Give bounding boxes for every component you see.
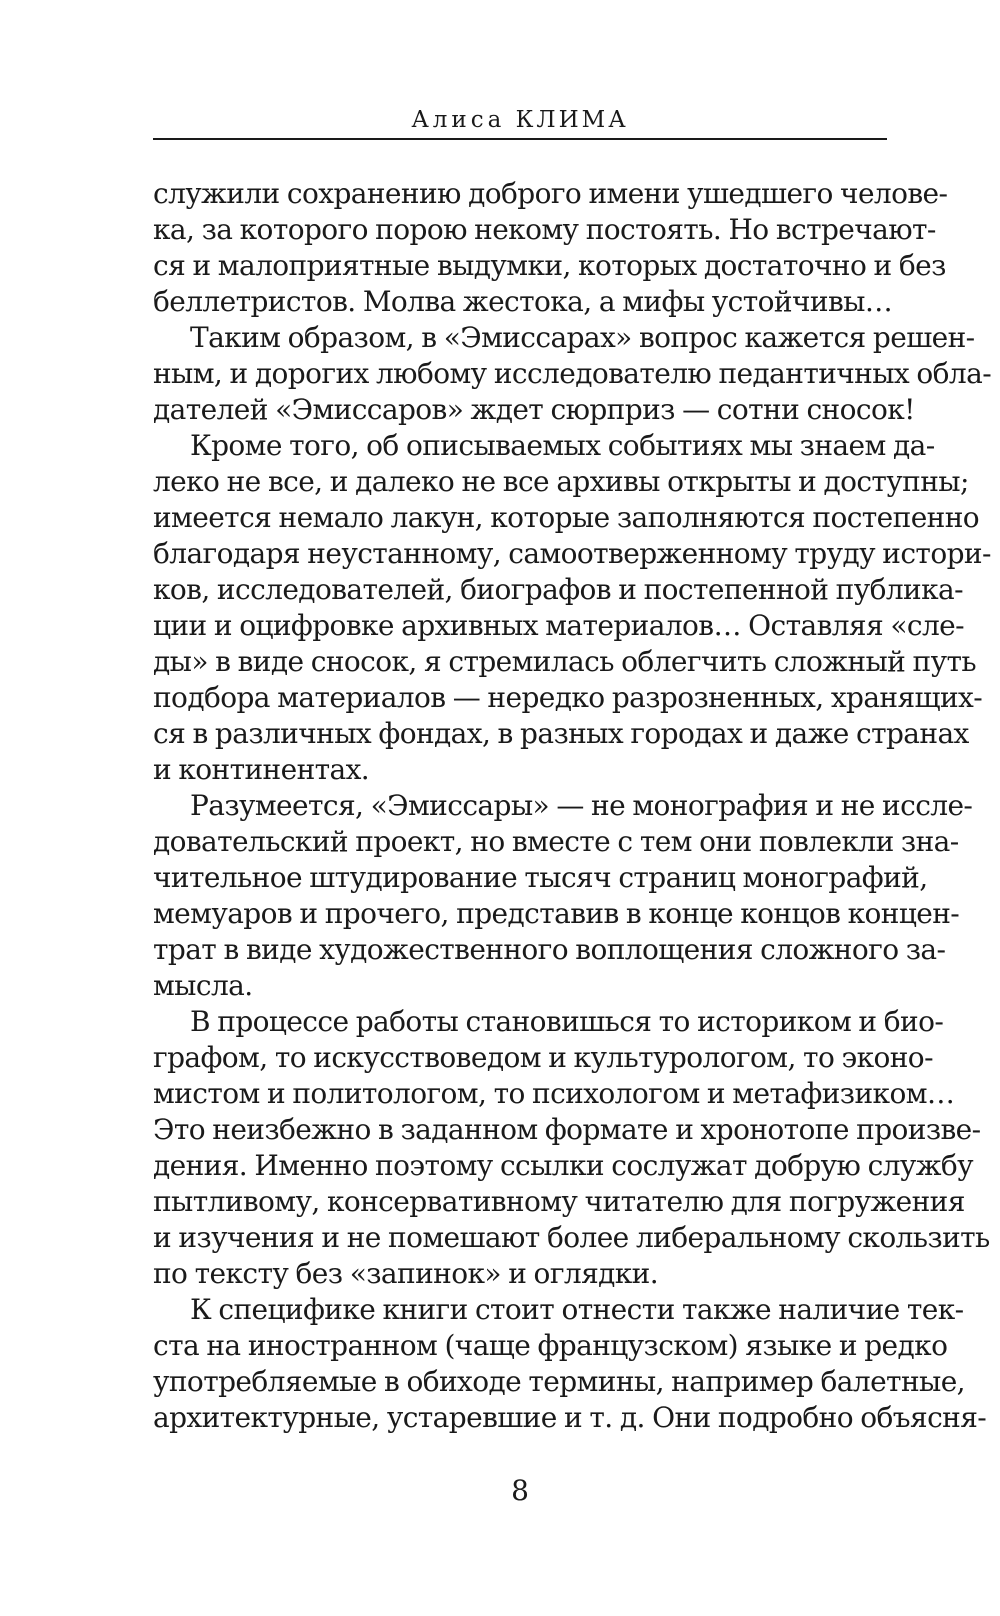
text-line: архитектурные, устаревшие и т. д. Они подробно объясня- — [153, 1401, 987, 1434]
text-line: трат в виде художественного воплощения сложного за- — [153, 933, 946, 966]
text-line: ка, за которого порою некому постоять. Но встречают- — [153, 213, 936, 246]
text-line: ков, исследователей, биографов и постепенной публика- — [153, 573, 963, 606]
text-line: беллетристов. Молва жестока, а мифы устойчивы… — [153, 285, 893, 318]
text-line: дения. Именно поэтому ссылки сослужат добрую службу — [153, 1149, 974, 1182]
author-first-name: Алиса — [411, 107, 506, 133]
text-line: мистом и политологом, то психологом и метафизиком… — [153, 1077, 955, 1110]
text-line: Кроме того, об описываемых событиях мы знаем да- — [190, 429, 935, 462]
running-head — [153, 106, 887, 134]
text-line: В процессе работы становишься то историком и био- — [190, 1005, 944, 1038]
text-line: служили сохранению доброго имени ушедшего челове- — [153, 177, 948, 210]
text-line: графом, то искусствоведом и культурологом, то эконо- — [153, 1041, 933, 1074]
text-line: Таким образом, в «Эмиссарах» вопрос кажется решен- — [190, 321, 975, 354]
text-line: употребляемые в обиходе термины, например балетные, — [153, 1365, 965, 1398]
body-text — [153, 176, 992, 1436]
text-line: леко не все, и далеко не все архивы открыты и доступны; — [153, 465, 969, 498]
text-line: ным, и дорогих любому исследователю педантичных обла- — [153, 357, 992, 390]
text-line: мемуаров и прочего, представив в конце концов концен- — [153, 897, 960, 930]
text-line: ции и оцифровке архивных материалов… Оставляя «сле- — [153, 609, 964, 642]
text-line: дателей «Эмиссаров» ждет сюрприз — сотни сносок! — [153, 393, 915, 426]
header-rule — [153, 138, 887, 140]
text-line: ста на иностранном (чаще французском) языке и редко — [153, 1329, 948, 1362]
text-line: имеется немало лакун, которые заполняются постепенно — [153, 501, 980, 534]
text-line: по тексту без «запинок» и оглядки. — [153, 1257, 659, 1290]
page-number: 8 — [511, 1474, 529, 1507]
text-line: ся и малоприятные выдумки, которых достаточно и без — [153, 249, 946, 282]
author-last-name: КЛИМА — [515, 107, 629, 133]
text-line: ся в различных фондах, в разных городах и даже странах — [153, 717, 969, 750]
text-line: мысла. — [153, 969, 253, 1002]
text-line: пытливому, консервативному читателю для погружения — [153, 1185, 965, 1218]
text-line: и континентах. — [153, 753, 370, 786]
text-line: благодаря неустанному, самоотверженному труду истори- — [153, 537, 991, 570]
text-line: и изучения и не помешают более либеральному скользить — [153, 1221, 990, 1254]
text-line: подбора материалов — нередко разрозненных, хранящих- — [153, 681, 983, 714]
text-line: К специфике книги стоит отнести также наличие тек- — [190, 1293, 964, 1326]
text-line: Это неизбежно в заданном формате и хронотопе произве- — [153, 1113, 981, 1146]
text-line: ды» в виде сносок, я стремилась облегчить сложный путь — [153, 645, 976, 678]
text-line: довательский проект, но вместе с тем они повлекли зна- — [153, 825, 959, 858]
text-line: Разумеется, «Эмиссары» — не монография и не иссле- — [190, 789, 973, 822]
text-line: чительное штудирование тысяч страниц монографий, — [153, 861, 928, 894]
